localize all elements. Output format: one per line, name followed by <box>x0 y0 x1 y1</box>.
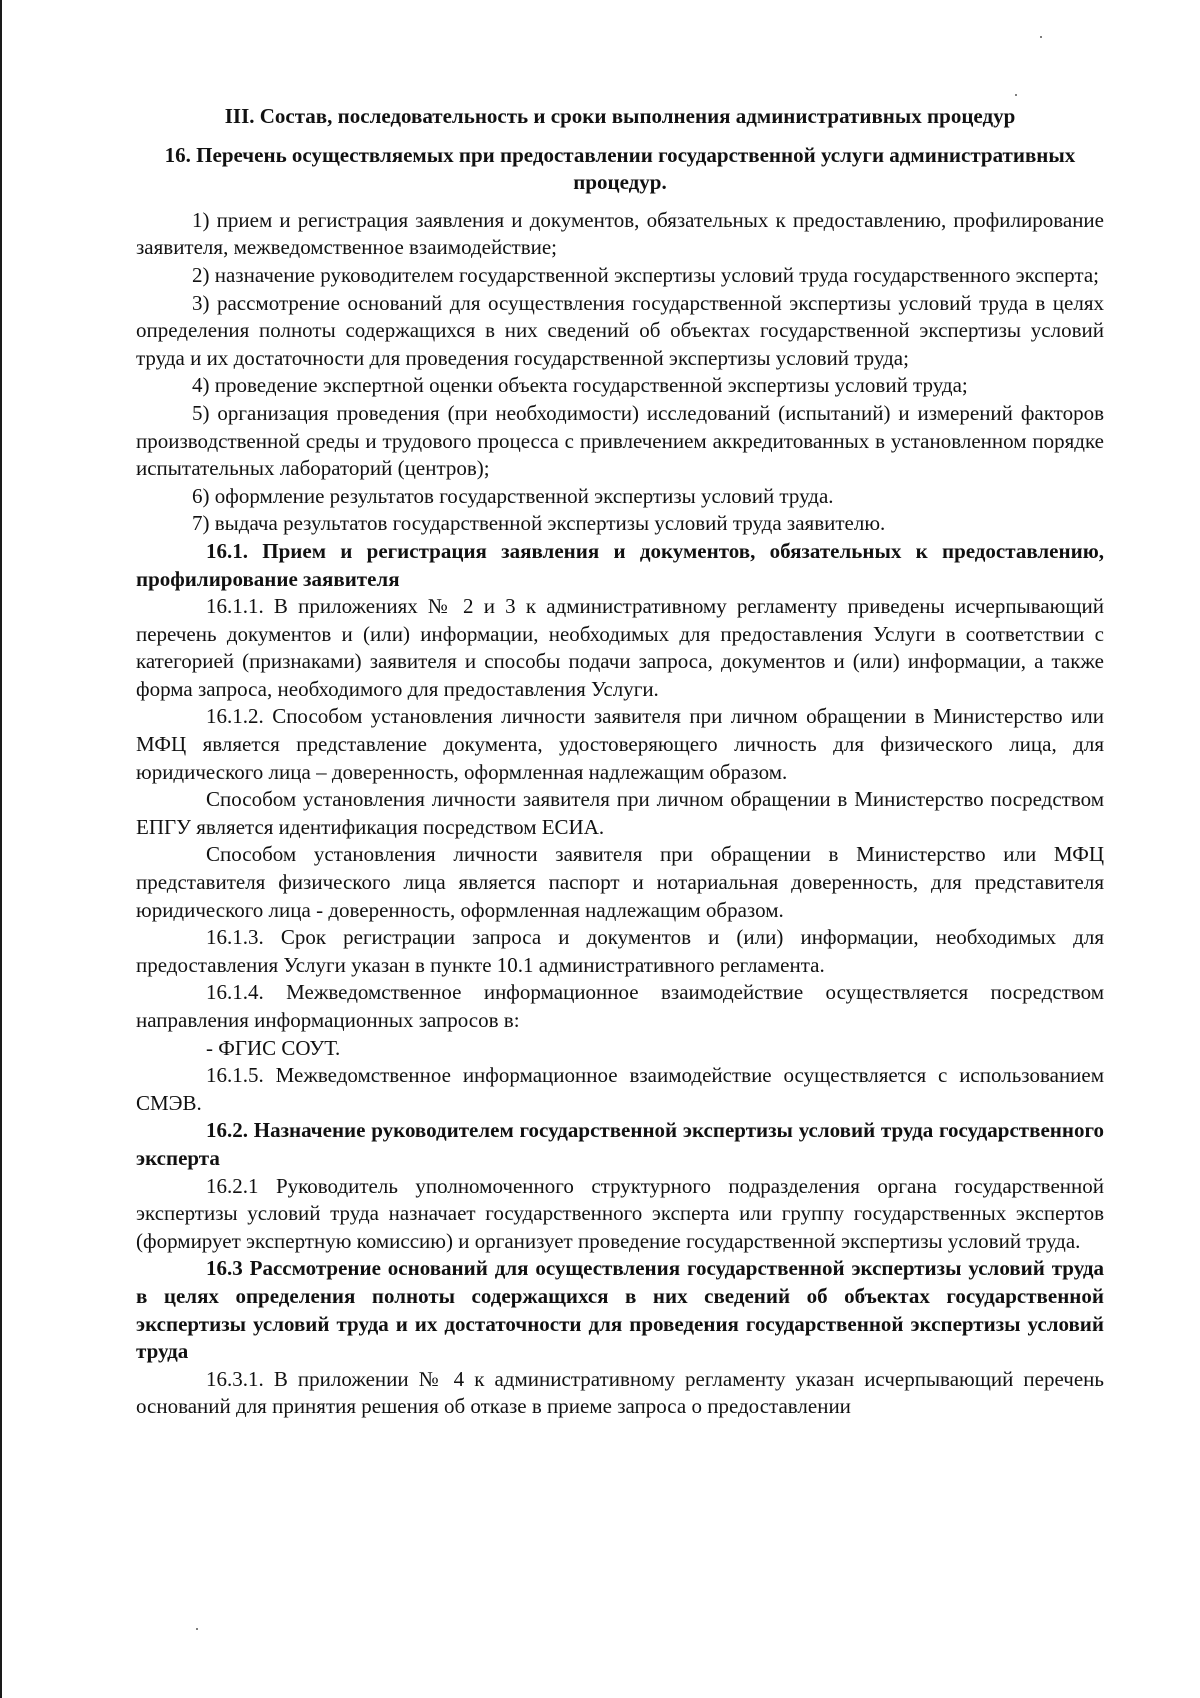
section-title: III. Состав, последовательность и сроки выполнения административных процедур <box>224 104 1016 128</box>
procedure-item: 5) организация проведения (при необходимости) исследований (испытаний) и измерений факторов производственной среды и трудового процесса с привлечением аккредитованных в установленном порядке испытательных лабораторий (центров); <box>136 400 1104 481</box>
scan-speck <box>196 1628 198 1630</box>
procedure-item: 1) прием и регистрация заявления и документов, обязательных к предоставлению, профилирование заявителя, межведомственное взаимодействие; <box>136 207 1104 260</box>
paragraph-16-1-2-b: Способом установления личности заявителя при личном обращении в Министерство посредством ЕПГУ является идентификация посредством ЕСИА. <box>136 787 1104 839</box>
paragraph-16-1-1: 16.1.1. В приложениях № 2 и 3 к административному регламенту приведены исчерпывающий перечень документов и (или) информации, необходимых для предоставления Услуги в соответствии с категорией (признаками) заявителя и способы подачи запроса, документов и (или) информации, а также форма запроса, необходимого для предоставления Услуги. <box>136 594 1104 701</box>
paragraph-16-3-1: 16.3.1. В приложении № 4 к административному регламенту указан исчерпывающий перечень оснований для принятия решения об отказе в приеме запроса о предоставлении <box>136 1366 1104 1419</box>
procedure-item: 3) рассмотрение оснований для осуществления государственной экспертизы условий труда в целях определения полноты содержащихся в них сведений об объектах государственной экспертизы условий труда и их достаточности для проведения государственной экспертизы условий труда; <box>136 290 1104 370</box>
heading-16-3: 16.3 Рассмотрение оснований для осуществления государственной экспертизы условий труда в целях определения полноты содержащихся в них сведений об объектах государственной экспертизы условий труда и их достаточности для проведения государственной экспертизы условий труда <box>136 1256 1104 1364</box>
procedure-item: 2) назначение руководителем государственной экспертизы условий труда государственного эксперта; <box>192 262 1099 287</box>
scan-speck <box>1015 94 1017 96</box>
paragraph-16-1-2: 16.1.2. Способом установления личности заявителя при личном обращении в Министерство или МФЦ является представление документа, удостоверяющего личность для физического лица, для юридического лица – доверенность, оформленная надлежащим образом. <box>136 704 1104 784</box>
scan-speck <box>1040 36 1042 38</box>
document-body <box>136 103 1104 1421</box>
subsection-title: 16. Перечень осуществляемых при предоставлении государственной услуги административных процедур. <box>164 142 1076 195</box>
heading-16-2: 16.2. Назначение руководителем государственной экспертизы условий труда государственного эксперта <box>136 1118 1104 1170</box>
scan-edge-line <box>0 0 2 1698</box>
procedure-item: 6) оформление результатов государственной экспертизы условий труда. <box>192 483 834 508</box>
procedure-item: 7) выдача результатов государственной экспертизы условий труда заявителю. <box>192 511 886 536</box>
paragraph-16-1-3: 16.1.3. Срок регистрации запроса и документов и (или) информации, необходимых для предоставления Услуги указан в пункте 10.1 административного регламента. <box>136 925 1104 977</box>
heading-16-1: 16.1. Прием и регистрация заявления и документов, обязательных к предоставлению, профилирование заявителя <box>136 538 1104 591</box>
paragraph-16-2-1: 16.2.1 Руководитель уполномоченного структурного подразделения органа государственной экспертизы условий труда назначает государственного эксперта или группу государственных экспертов (формирует экспертную комиссию) и организует проведение государственной экспертизы условий труда. <box>136 1173 1104 1253</box>
procedure-item: 4) проведение экспертной оценки объекта государственной экспертизы условий труда; <box>192 373 968 398</box>
paragraph-16-1-2-c: Способом установления личности заявителя при обращении в Министерство или МФЦ представителя физического лица является паспорт и нотариальная доверенность, для представителя юридического лица - доверенность, оформленная надлежащим образом. <box>136 842 1104 922</box>
list-item-fgis: - ФГИС СОУТ. <box>206 1035 341 1060</box>
paragraph-16-1-4: 16.1.4. Межведомственное информационное взаимодействие осуществляется посредством направления информационных запросов в: <box>136 980 1104 1032</box>
paragraph-16-1-5: 16.1.5. Межведомственное информационное взаимодействие осуществляется с использованием СМЭВ. <box>136 1063 1104 1115</box>
